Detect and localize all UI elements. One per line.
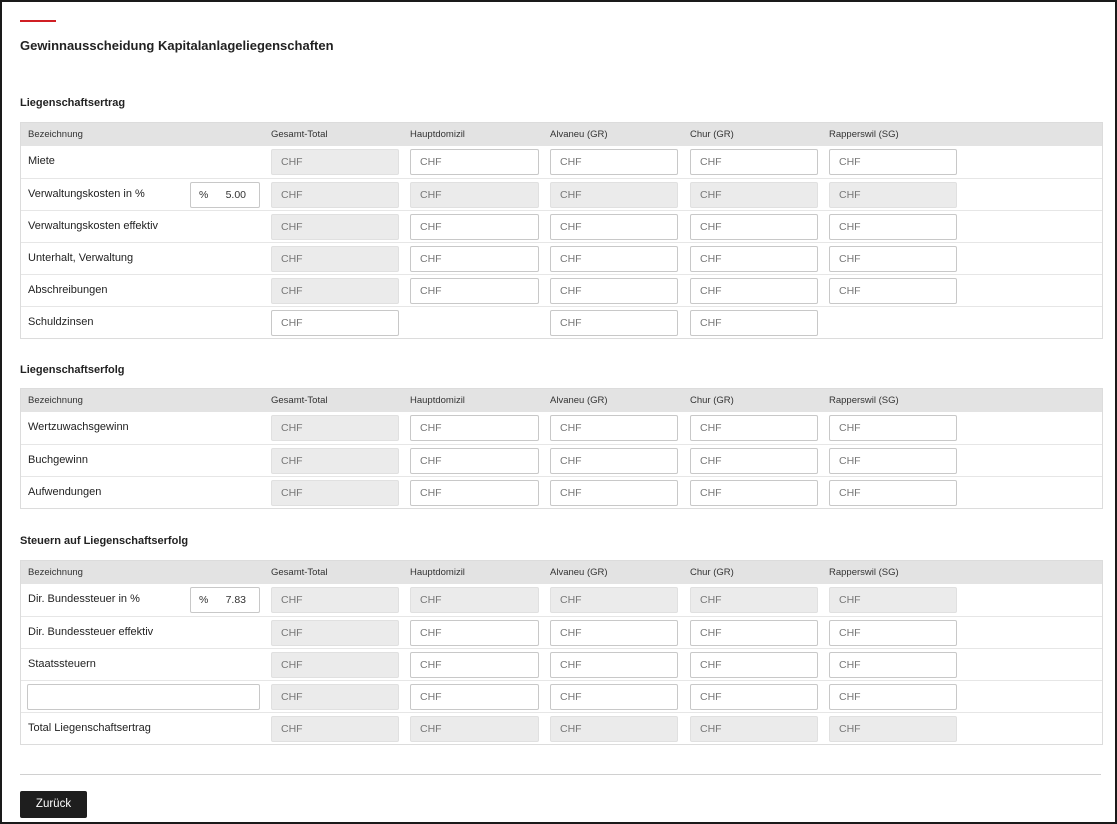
table-row-total — [21, 712, 1102, 744]
rapperswil-field[interactable]: CHF — [829, 415, 957, 441]
col-header-chur: Chur (GR) — [690, 567, 734, 578]
row-label: Aufwendungen — [28, 486, 102, 498]
hauptdomizil-field[interactable]: CHF — [410, 652, 539, 678]
accent-line — [20, 20, 56, 22]
rapperswil-field[interactable]: CHF — [829, 684, 957, 710]
alvaneu-field[interactable]: CHF — [550, 310, 678, 336]
table-header — [21, 389, 1102, 412]
chur-field[interactable]: CHF — [690, 684, 818, 710]
section-title-liegenschaftserfolg: Liegenschaftserfolg — [20, 364, 125, 376]
rapperswil-field[interactable]: CHF — [829, 652, 957, 678]
col-header-hauptdomizil: Hauptdomizil — [410, 567, 465, 578]
table-row-bundessteuer-pct — [21, 584, 1102, 616]
verwaltungskosten-percent-input[interactable] — [190, 182, 260, 208]
gesamt-total-field: CHF — [271, 480, 399, 506]
hauptdomizil-field[interactable]: CHF — [410, 480, 539, 506]
gesamt-total-field: CHF — [271, 415, 399, 441]
table-row-staatssteuern — [21, 648, 1102, 680]
chur-field[interactable]: CHF — [690, 448, 818, 474]
chur-field: CHF — [690, 587, 818, 613]
footer-divider — [20, 774, 1101, 775]
hauptdomizil-field[interactable]: CHF — [410, 684, 539, 710]
chur-field[interactable]: CHF — [690, 652, 818, 678]
col-header-bezeichnung: Bezeichnung — [28, 395, 83, 406]
page-title: Gewinnausscheidung Kapitalanlageliegenschaften — [20, 38, 334, 53]
alvaneu-field[interactable]: CHF — [550, 480, 678, 506]
table-header — [21, 561, 1102, 584]
gesamt-total-field: CHF — [271, 214, 399, 240]
col-header-gesamt-total: Gesamt-Total — [271, 395, 328, 406]
hauptdomizil-field[interactable]: CHF — [410, 620, 539, 646]
col-header-rapperswil: Rapperswil (SG) — [829, 567, 899, 578]
table-row-wertzuwachsgewinn — [21, 412, 1102, 444]
col-header-bezeichnung: Bezeichnung — [28, 129, 83, 140]
rapperswil-field[interactable]: CHF — [829, 278, 957, 304]
table-liegenschaftsertrag — [20, 122, 1103, 339]
gesamt-total-field: CHF — [271, 652, 399, 678]
hauptdomizil-field: CHF — [410, 182, 539, 208]
row-label: Staatssteuern — [28, 658, 96, 670]
table-row-custom — [21, 680, 1102, 712]
alvaneu-field[interactable]: CHF — [550, 278, 678, 304]
alvaneu-field[interactable]: CHF — [550, 415, 678, 441]
gesamt-total-field: CHF — [271, 716, 399, 742]
col-header-bezeichnung: Bezeichnung — [28, 567, 83, 578]
row-label: Total Liegenschaftsertrag — [28, 722, 151, 734]
alvaneu-field: CHF — [550, 182, 678, 208]
rapperswil-field: CHF — [829, 716, 957, 742]
section-title-steuern: Steuern auf Liegenschaftserfolg — [20, 535, 189, 547]
table-row-schuldzinsen — [21, 306, 1102, 338]
col-header-hauptdomizil: Hauptdomizil — [410, 129, 465, 140]
back-button[interactable]: Zurück — [20, 791, 87, 818]
table-liegenschaftserfolg — [20, 388, 1103, 509]
chur-field[interactable]: CHF — [690, 620, 818, 646]
gesamt-total-field: CHF — [271, 587, 399, 613]
hauptdomizil-field[interactable]: CHF — [410, 149, 539, 175]
hauptdomizil-field: CHF — [410, 587, 539, 613]
table-row-buchgewinn — [21, 444, 1102, 476]
row-label: Abschreibungen — [28, 284, 108, 296]
percent-symbol: % — [199, 594, 209, 606]
rapperswil-field[interactable]: CHF — [829, 149, 957, 175]
row-label: Dir. Bundessteuer effektiv — [28, 626, 154, 638]
table-row-miete — [21, 146, 1102, 178]
col-header-chur: Chur (GR) — [690, 395, 734, 406]
hauptdomizil-field[interactable]: CHF — [410, 278, 539, 304]
gesamt-total-field: CHF — [271, 278, 399, 304]
table-steuern — [20, 560, 1103, 745]
row-label: Unterhalt, Verwaltung — [28, 252, 134, 264]
gesamt-total-field: CHF — [271, 182, 399, 208]
gesamt-total-field: CHF — [271, 149, 399, 175]
gesamt-total-field: CHF — [271, 448, 399, 474]
table-row-verwaltungskosten-effektiv — [21, 210, 1102, 242]
table-row-aufwendungen — [21, 476, 1102, 508]
percent-symbol: % — [199, 189, 209, 201]
alvaneu-field: CHF — [550, 587, 678, 613]
row-label: Miete — [28, 155, 55, 167]
percent-value: 5.00 — [225, 189, 246, 201]
row-label: Verwaltungskosten effektiv — [28, 220, 159, 232]
rapperswil-field[interactable]: CHF — [829, 448, 957, 474]
section-title-liegenschaftsertrag: Liegenschaftsertrag — [20, 97, 126, 109]
hauptdomizil-field[interactable]: CHF — [410, 415, 539, 441]
alvaneu-field[interactable]: CHF — [550, 652, 678, 678]
chur-field[interactable]: CHF — [690, 246, 818, 272]
col-header-gesamt-total: Gesamt-Total — [271, 129, 328, 140]
rapperswil-field[interactable]: CHF — [829, 214, 957, 240]
rapperswil-field[interactable]: CHF — [829, 620, 957, 646]
rapperswil-field: CHF — [829, 182, 957, 208]
row-label: Verwaltungskosten in % — [28, 188, 145, 200]
rapperswil-field: CHF — [829, 587, 957, 613]
alvaneu-field: CHF — [550, 716, 678, 742]
gesamt-total-field: CHF — [271, 684, 399, 710]
alvaneu-field[interactable]: CHF — [550, 246, 678, 272]
hauptdomizil-field[interactable]: CHF — [410, 214, 539, 240]
gesamt-total-field[interactable]: CHF — [271, 310, 399, 336]
hauptdomizil-field[interactable]: CHF — [410, 448, 539, 474]
col-header-alvaneu: Alvaneu (GR) — [550, 567, 608, 578]
chur-field: CHF — [690, 182, 818, 208]
alvaneu-field[interactable]: CHF — [550, 620, 678, 646]
chur-field[interactable]: CHF — [690, 310, 818, 336]
table-row-unterhalt — [21, 242, 1102, 274]
alvaneu-field[interactable]: CHF — [550, 214, 678, 240]
row-label: Schuldzinsen — [28, 316, 94, 328]
table-row-verwaltungskosten-pct — [21, 178, 1102, 210]
chur-field[interactable]: CHF — [690, 278, 818, 304]
col-header-hauptdomizil: Hauptdomizil — [410, 395, 465, 406]
table-row-bundessteuer-effektiv — [21, 616, 1102, 648]
chur-field[interactable]: CHF — [690, 480, 818, 506]
bundessteuer-percent-input[interactable] — [190, 587, 260, 613]
alvaneu-field[interactable]: CHF — [550, 684, 678, 710]
row-label: Wertzuwachsgewinn — [28, 421, 129, 433]
col-header-chur: Chur (GR) — [690, 129, 734, 140]
row-label: Dir. Bundessteuer in % — [28, 593, 140, 605]
table-header — [21, 123, 1102, 146]
row-label: Buchgewinn — [28, 454, 88, 466]
gesamt-total-field: CHF — [271, 620, 399, 646]
chur-field[interactable]: CHF — [690, 415, 818, 441]
col-header-rapperswil: Rapperswil (SG) — [829, 129, 899, 140]
rapperswil-field[interactable]: CHF — [829, 246, 957, 272]
chur-field[interactable]: CHF — [690, 149, 818, 175]
hauptdomizil-field[interactable]: CHF — [410, 246, 539, 272]
table-row-abschreibungen — [21, 274, 1102, 306]
hauptdomizil-field: CHF — [410, 716, 539, 742]
percent-value: 7.83 — [225, 594, 246, 606]
gesamt-total-field: CHF — [271, 246, 399, 272]
rapperswil-field[interactable]: CHF — [829, 480, 957, 506]
col-header-rapperswil: Rapperswil (SG) — [829, 395, 899, 406]
alvaneu-field[interactable]: CHF — [550, 149, 678, 175]
col-header-alvaneu: Alvaneu (GR) — [550, 129, 608, 140]
col-header-alvaneu: Alvaneu (GR) — [550, 395, 608, 406]
chur-field: CHF — [690, 716, 818, 742]
custom-label-input[interactable] — [27, 684, 260, 710]
chur-field[interactable]: CHF — [690, 214, 818, 240]
col-header-gesamt-total: Gesamt-Total — [271, 567, 328, 578]
alvaneu-field[interactable]: CHF — [550, 448, 678, 474]
